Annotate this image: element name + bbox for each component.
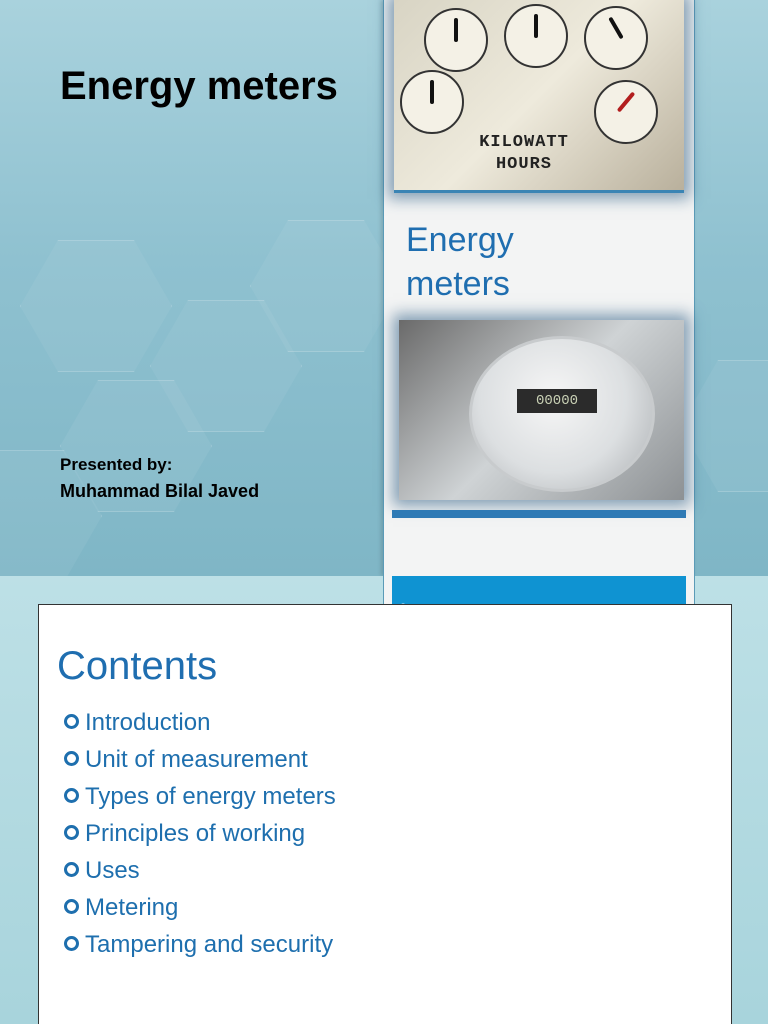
bullet-icon: [64, 862, 79, 877]
kilowatt-hours-label: KILOWATT HOURS: [479, 133, 569, 174]
bullet-icon: [64, 825, 79, 840]
list-item: [64, 889, 336, 926]
list-item-text: Principles of working: [85, 820, 306, 847]
list-item-text: Uses: [85, 857, 140, 884]
list-item-text: Unit of measurement: [85, 746, 308, 773]
bullet-icon: [64, 714, 79, 729]
image-panel: [383, 0, 695, 576]
dial-icon: [400, 70, 464, 134]
hex-pattern: [20, 240, 172, 372]
list-item: [64, 815, 336, 852]
bullet-icon: [64, 936, 79, 951]
presented-label: Presented by:: [60, 455, 173, 474]
accent-bar: [392, 510, 686, 518]
dial-icon: [594, 80, 658, 144]
list-item-text: Metering: [85, 894, 179, 921]
list-item-text: Tampering and security: [85, 931, 334, 958]
contents-slide: [0, 576, 768, 1024]
meter-glass: [469, 336, 655, 492]
list-item-text: Types of energy meters: [85, 783, 336, 810]
panel-subtitle: Energy meters: [406, 221, 514, 303]
list-item: [64, 704, 336, 741]
contents-title: Contents: [57, 644, 218, 688]
contents-list: [64, 704, 336, 963]
dial-icon: [584, 6, 648, 70]
list-item-text: Introduction: [85, 709, 211, 736]
dial-icon: [504, 4, 568, 68]
list-item: [64, 778, 336, 815]
meter-display: 00000: [517, 389, 597, 413]
list-item: [64, 852, 336, 889]
dial-icon: [424, 8, 488, 72]
slide-title: Energy meters: [60, 64, 338, 108]
bullet-icon: [64, 788, 79, 803]
list-item: [64, 741, 336, 778]
kilowatt-dial-photo: [394, 0, 684, 193]
bullet-icon: [64, 899, 79, 914]
list-item: [64, 926, 336, 963]
presenter-block: [60, 452, 259, 504]
presenter-name: Muhammad Bilal Javed: [60, 481, 260, 501]
bullet-icon: [64, 751, 79, 766]
digital-meter-photo: [399, 320, 684, 500]
